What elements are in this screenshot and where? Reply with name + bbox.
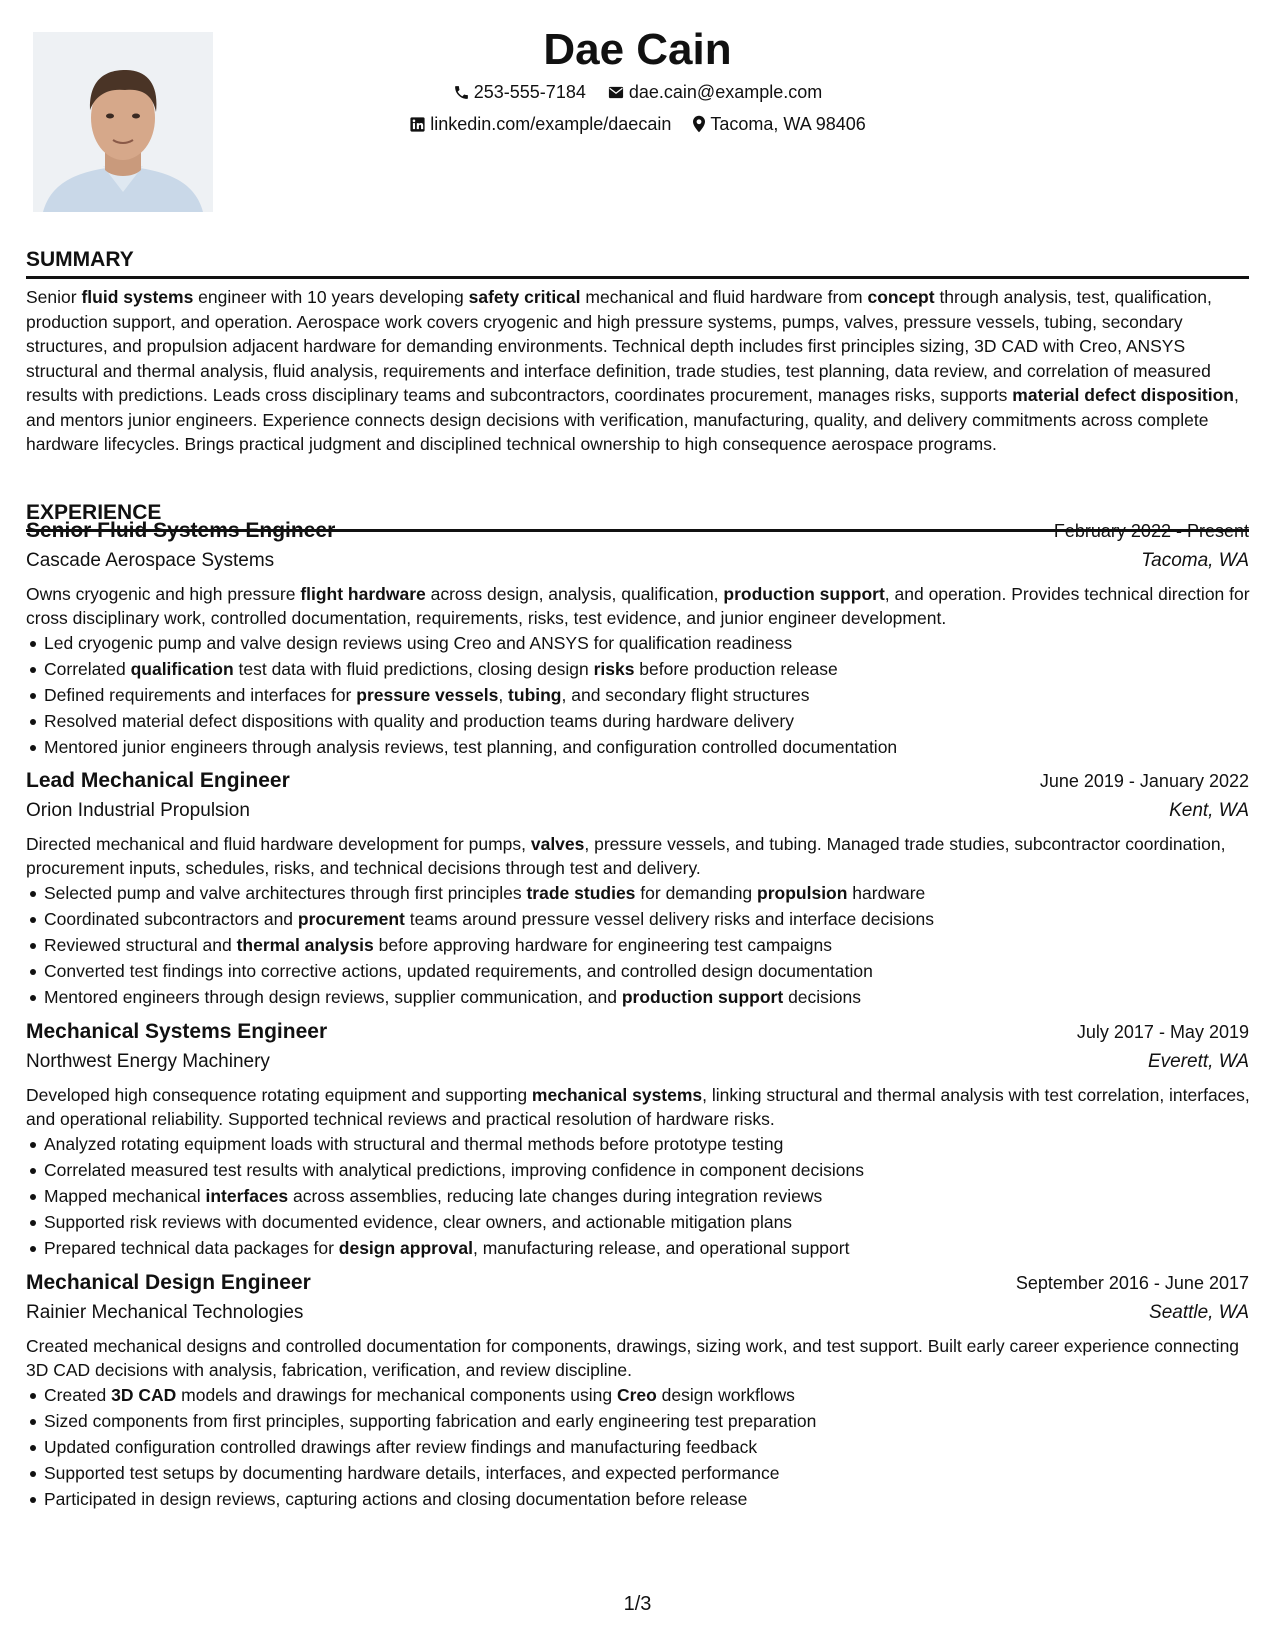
text-run: Updated configuration controlled drawings after review findings and manufacturing feedback	[44, 1437, 758, 1457]
text-run: Mentored engineers through design reviews, supplier communication, and	[44, 987, 622, 1007]
text-run: Supported test setups by documenting hardware details, interfaces, and expected performance	[44, 1463, 780, 1483]
bold-text: propulsion	[757, 883, 848, 903]
email-item[interactable]	[607, 80, 822, 104]
bold-text: fluid systems	[81, 287, 194, 307]
text-run: Prepared technical data packages for	[44, 1238, 339, 1258]
envelope-icon	[607, 84, 625, 101]
linkedin-text: linkedin.com/example/daecain	[430, 114, 672, 134]
text-run: decisions	[783, 987, 862, 1007]
map-pin-icon	[692, 115, 706, 133]
bold-text: concept	[867, 287, 935, 307]
text-run: , manufacturing release, and operational support	[472, 1238, 850, 1258]
text-run: Defined requirements and interfaces for	[44, 685, 357, 705]
bullet-item	[26, 958, 1249, 984]
job-title: Mechanical Design Engineer	[26, 1271, 311, 1294]
text-run: Directed mechanical and fluid hardware development for pumps,	[26, 834, 531, 854]
text-run: Led cryogenic pump and valve design reviews using Creo and ANSYS for qualification readiness	[44, 633, 793, 653]
job-dates: February 2022 - Present	[1053, 521, 1249, 541]
bullet-item	[26, 656, 1249, 682]
bullet-item	[26, 1157, 1249, 1183]
bullet-item	[26, 984, 1249, 1010]
text-run: Mapped mechanical	[44, 1186, 206, 1206]
summary-paragraph	[26, 285, 1251, 457]
bullet-item	[26, 1408, 1249, 1434]
text-run: Correlated	[44, 659, 131, 679]
job-location: Tacoma, WA	[1141, 550, 1249, 571]
bullet-item	[26, 1434, 1249, 1460]
job-description	[26, 1083, 1251, 1131]
job-bullet-list	[26, 880, 1249, 1010]
job-entry	[26, 516, 1249, 760]
text-run: across design, analysis, qualification,	[425, 584, 724, 604]
job-company: Cascade Aerospace Systems	[26, 550, 275, 571]
text-run: Mentored junior engineers through analysis reviews, test planning, and configuration controlled documentation	[44, 737, 898, 757]
job-entry	[26, 1017, 1249, 1261]
text-run: through analysis, test, qualification, production support, and operation. Aerospace work covers cryogenic and high pressure systems, pumps, valves, pressure vessels, tubing, secondary structures, and propulsion adjacent hardware for demanding environments. Technical depth includes first principles sizing, 3D CAD with Creo, ANSYS structural and thermal analysis, fluid analysis, requirements and interface definition, trade studies, test planning, data review, and correlation of measured results with predictions. Leads cross disciplinary teams and subcontractors, coordinates procurement, manages risks, supports	[26, 287, 1212, 405]
text-run: across assemblies, reducing late changes during integration reviews	[288, 1186, 823, 1206]
job-description	[26, 582, 1251, 630]
text-run: Supported risk reviews with documented evidence, clear owners, and actionable mitigation plans	[44, 1212, 793, 1232]
job-location: Kent, WA	[1169, 800, 1249, 821]
bullet-item	[26, 932, 1249, 958]
bullet-item	[26, 682, 1249, 708]
bold-text: mechanical systems	[531, 1085, 703, 1105]
bullet-item	[26, 734, 1249, 760]
bullet-item	[26, 1131, 1249, 1157]
text-run: teams around pressure vessel delivery risks and interface decisions	[404, 909, 935, 929]
text-run: Converted test findings into corrective actions, updated requirements, and controlled design documentation	[44, 961, 873, 981]
text-run: Created	[44, 1385, 112, 1405]
experience-heading: EXPERIENCE	[26, 500, 1249, 532]
text-run: Developed high consequence rotating equipment and supporting	[26, 1085, 532, 1105]
job-company: Rainier Mechanical Technologies	[26, 1302, 304, 1323]
linkedin-icon	[409, 116, 426, 133]
location-text: Tacoma, WA 98406	[710, 114, 866, 134]
bold-text: trade studies	[526, 883, 636, 903]
candidate-name: Dae Cain	[543, 25, 732, 74]
phone-text: 253-555-7184	[473, 82, 586, 102]
contact-line-2	[0, 112, 1275, 136]
text-run: Senior	[26, 287, 82, 307]
text-run: for demanding	[635, 883, 758, 903]
text-run: Sized components from first principles, supporting fabrication and early engineering test preparation	[44, 1411, 817, 1431]
job-title: Lead Mechanical Engineer	[26, 769, 290, 792]
job-bullet-list	[26, 1382, 1249, 1512]
job-title: Mechanical Systems Engineer	[26, 1020, 328, 1043]
text-run: , pressure vessels, and tubing. Managed trade studies, subcontractor coordination, procurement inputs, schedules, risks, and technical decisions through test and delivery.	[26, 834, 1226, 878]
text-run: Coordinated subcontractors and	[44, 909, 298, 929]
bold-text: production support	[723, 584, 885, 604]
bold-text: 3D CAD	[111, 1385, 177, 1405]
job-company: Northwest Energy Machinery	[26, 1051, 270, 1072]
contact-line-1	[0, 80, 1275, 104]
text-run: Selected pump and valve architectures through first principles	[44, 883, 527, 903]
text-run: Resolved material defect dispositions with quality and production teams during hardware delivery	[44, 711, 794, 731]
bullet-item	[26, 1382, 1249, 1408]
bold-text: material defect disposition	[1012, 385, 1234, 405]
bullet-item	[26, 1183, 1249, 1209]
text-run: Correlated measured test results with analytical predictions, improving confidence in component decisions	[44, 1160, 864, 1180]
bullet-item	[26, 1209, 1249, 1235]
text-run: ,	[498, 685, 509, 705]
job-entry	[26, 766, 1249, 1010]
job-entry	[26, 1268, 1249, 1512]
bold-text: design approval	[338, 1238, 473, 1258]
text-run: , linking structural and thermal analysis with test correlation, interfaces, and operational reliability. Supported technical reviews and practical resolution of hardware risks.	[26, 1085, 1250, 1129]
summary-heading: SUMMARY	[26, 247, 1249, 279]
bullet-item	[26, 1460, 1249, 1486]
job-dates: June 2019 - January 2022	[1039, 771, 1249, 791]
bold-text: safety critical	[468, 287, 581, 307]
bullet-item	[26, 1486, 1249, 1512]
job-location: Seattle, WA	[1149, 1302, 1249, 1323]
bold-text: flight hardware	[300, 584, 426, 604]
text-run: , and mentors junior engineers. Experience connects design decisions with verification, manufacturing, quality, and delivery commitments across complete hardware lifecycles. Brings practical judgment and disciplined technical ownership to high consequence aerospace programs.	[26, 385, 1239, 454]
bold-text: procurement	[297, 909, 405, 929]
job-company: Orion Industrial Propulsion	[26, 800, 250, 821]
job-title: Senior Fluid Systems Engineer	[26, 519, 336, 542]
text-run: before production release	[634, 659, 838, 679]
bold-text: tubing	[508, 685, 562, 705]
phone-icon	[453, 84, 470, 101]
bold-text: valves	[530, 834, 585, 854]
job-dates: September 2016 - June 2017	[1015, 1273, 1249, 1293]
text-run: Created mechanical designs and controlled documentation for components, drawings, sizing work, and test support. Built early career experience connecting 3D CAD decisions with analysis, fabrication, verification, and review discipline.	[26, 1336, 1240, 1380]
text-run: , and secondary flight structures	[561, 685, 810, 705]
text-run: Analyzed rotating equipment loads with structural and thermal methods before prototype testing	[44, 1134, 784, 1154]
bold-text: Creo	[616, 1385, 657, 1405]
text-run: hardware	[847, 883, 926, 903]
page-number: 1/3	[623, 1593, 652, 1615]
text-run: test data with fluid predictions, closing design	[233, 659, 594, 679]
location-item	[692, 112, 865, 136]
bold-text: risks	[593, 659, 635, 679]
phone-item[interactable]	[453, 80, 586, 104]
bullet-item	[26, 880, 1249, 906]
bold-text: production support	[621, 987, 784, 1007]
email-text: dae.cain@example.com	[628, 82, 823, 102]
job-location: Everett, WA	[1147, 1051, 1249, 1072]
bold-text: interfaces	[205, 1186, 289, 1206]
text-run: design workflows	[656, 1385, 795, 1405]
text-run: Reviewed structural and	[44, 935, 237, 955]
text-run: engineer with 10 years developing	[193, 287, 469, 307]
job-dates: July 2017 - May 2019	[1076, 1022, 1249, 1042]
bold-text: pressure vessels	[356, 685, 499, 705]
text-run: , and operation. Provides technical direction for cross disciplinary work, controlled documentation, requirements, risks, test evidence, and junior engineer development.	[26, 584, 1250, 628]
bold-text: qualification	[130, 659, 234, 679]
bullet-item	[26, 1235, 1249, 1261]
job-bullet-list	[26, 1131, 1249, 1261]
text-run: Owns cryogenic and high pressure	[26, 584, 301, 604]
text-run: models and drawings for mechanical components using	[176, 1385, 617, 1405]
linkedin-item[interactable]	[409, 112, 671, 136]
job-description	[26, 1334, 1251, 1382]
text-run: before approving hardware for engineering test campaigns	[373, 935, 832, 955]
text-run: Participated in design reviews, capturing actions and closing documentation before release	[44, 1489, 748, 1509]
bullet-item	[26, 630, 1249, 656]
bullet-item	[26, 708, 1249, 734]
bold-text: thermal analysis	[236, 935, 374, 955]
bullet-item	[26, 906, 1249, 932]
text-run: mechanical and fluid hardware from	[580, 287, 868, 307]
job-description	[26, 832, 1251, 880]
job-bullet-list	[26, 630, 1249, 760]
